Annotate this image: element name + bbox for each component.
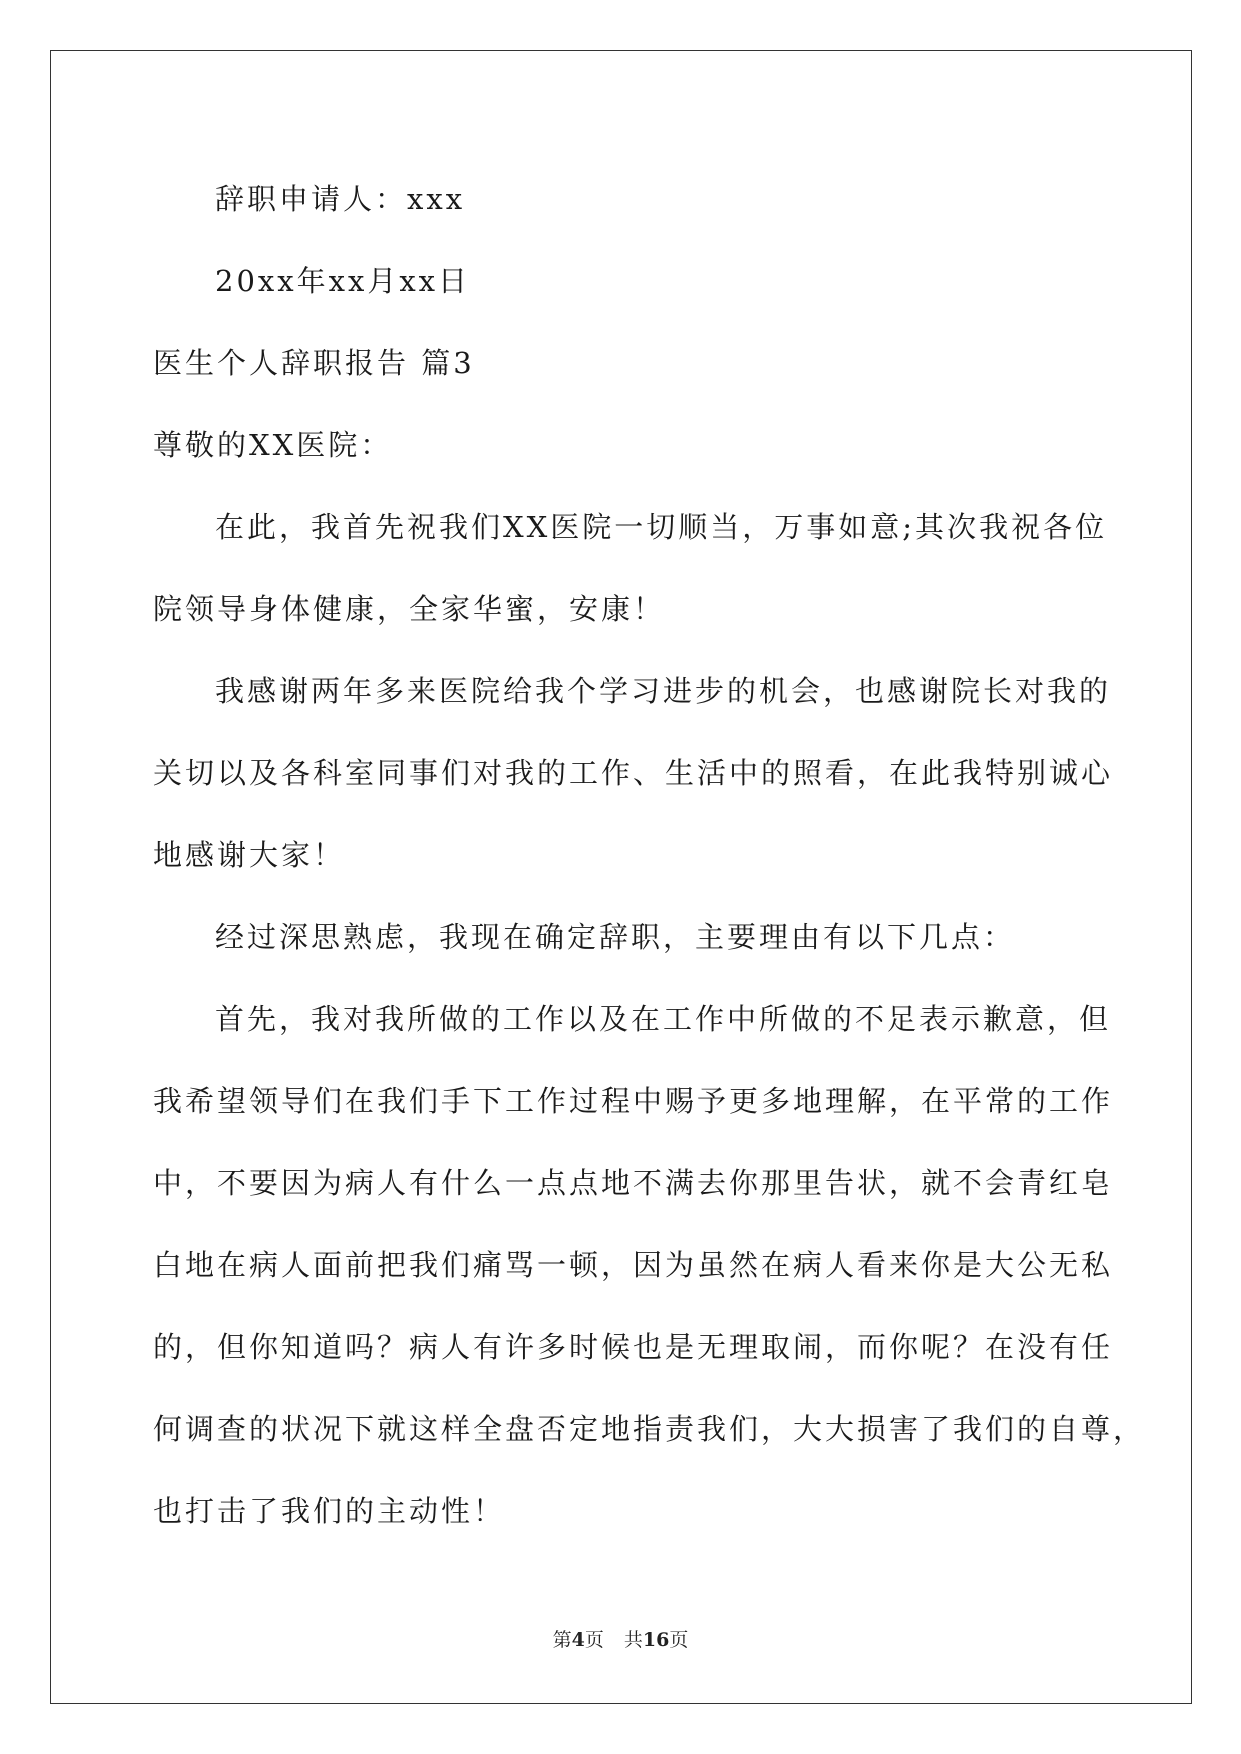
section-heading: 医生个人辞职报告 篇3 bbox=[153, 346, 475, 380]
total-suffix: 页 bbox=[669, 1629, 689, 1651]
document-body bbox=[153, 158, 1146, 1552]
page-prefix: 第 bbox=[552, 1629, 572, 1651]
paragraph-line: 白地在病人面前把我们痛骂一顿，因为虽然在病人看来你是大公无私 bbox=[153, 1248, 1114, 1282]
page-suffix: 页 bbox=[584, 1629, 604, 1651]
salutation: 尊敬的XX医院： bbox=[153, 428, 393, 462]
paragraph-line: 经过深思熟虑，我现在确定辞职，主要理由有以下几点： bbox=[215, 920, 1016, 954]
paragraph-line: 何调查的状况下就这样全盘否定地指责我们，大大损害了我们的自尊， bbox=[153, 1412, 1146, 1446]
paragraph-line: 中，不要因为病人有什么一点点地不满去你那里告状，就不会青红皂 bbox=[153, 1166, 1114, 1200]
paragraph-line: 我希望领导们在我们手下工作过程中赐予更多地理解，在平常的工作 bbox=[153, 1084, 1114, 1118]
paragraph-line: 院领导身体健康，全家华蜜，安康！ bbox=[153, 592, 666, 626]
page-total: 16 bbox=[642, 1629, 670, 1651]
signature-line: 辞职申请人：xxx bbox=[215, 182, 466, 216]
paragraph-line: 我感谢两年多来医院给我个学习进步的机会，也感谢院长对我的 bbox=[215, 674, 1112, 708]
paragraph-line: 首先，我对我所做的工作以及在工作中所做的不足表示歉意，但 bbox=[215, 1002, 1112, 1036]
page-footer bbox=[0, 1625, 1241, 1652]
page-current: 4 bbox=[571, 1629, 585, 1651]
paragraph-line: 的，但你知道吗？病人有许多时候也是无理取闹，而你呢？在没有任 bbox=[153, 1330, 1114, 1364]
paragraph-line: 地感谢大家！ bbox=[153, 838, 346, 872]
date-line: 20xx年xx月xx日 bbox=[215, 264, 471, 298]
paragraph-line: 关切以及各科室同事们对我的工作、生活中的照看，在此我特别诚心 bbox=[153, 756, 1114, 790]
total-prefix: 共 bbox=[623, 1629, 643, 1651]
paragraph-line: 也打击了我们的主动性！ bbox=[153, 1494, 506, 1528]
paragraph-line: 在此，我首先祝我们XX医院一切顺当，万事如意;其次我祝各位 bbox=[215, 510, 1108, 544]
